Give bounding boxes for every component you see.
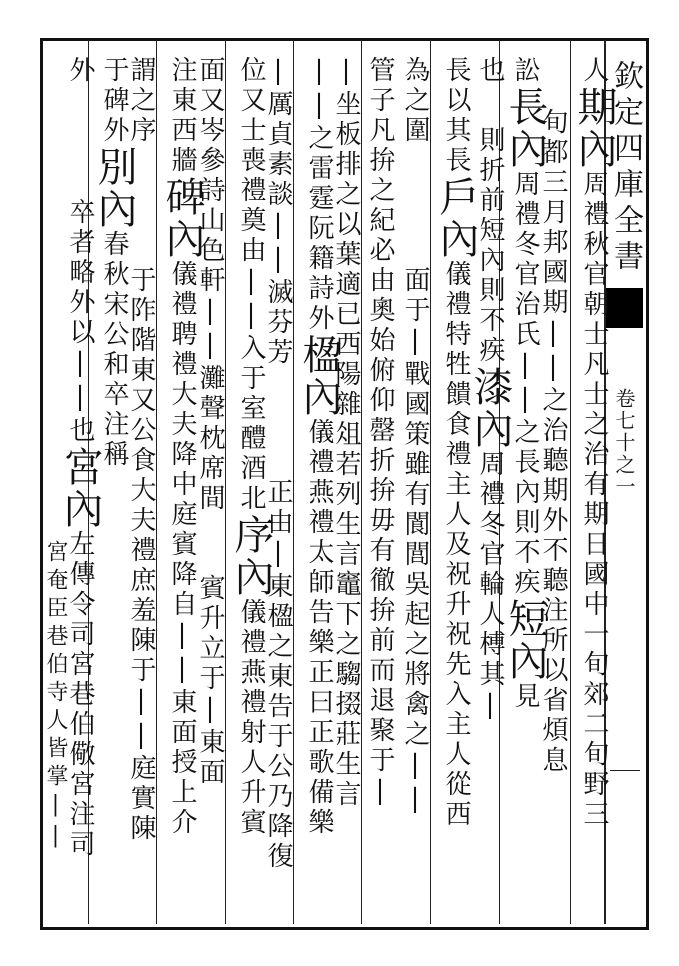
column-rule xyxy=(293,40,294,924)
entry-heading: 序內 xyxy=(228,514,274,598)
entry-heading: 戶內 xyxy=(433,176,479,260)
text-column xyxy=(44,540,66,854)
text-column xyxy=(467,56,513,724)
juan-label: 卷七十之一 xyxy=(612,388,636,498)
text-run: 于阼階東又公食大夫禮庶羞陳于||庭實陳 xyxy=(126,266,156,844)
text-run: 謂之序 xyxy=(126,56,156,146)
entry-heading: 別內 xyxy=(91,146,137,230)
text-run: 賓升立于|東面 xyxy=(195,574,225,788)
text-run: 位又士喪禮奠由||入于室醴酒北 xyxy=(236,56,266,514)
text-run: 宮奄臣巷伯寺人皆掌|| xyxy=(43,540,68,854)
text-column xyxy=(296,56,342,838)
text-run: 于 xyxy=(99,56,129,86)
text-column xyxy=(228,56,274,838)
entry-heading: 短內 xyxy=(502,598,548,682)
text-run: 長以其長 xyxy=(441,56,471,176)
text-run: 管子凡拚之紀必由奧始俯仰罄折拚毋有徹拚前而退聚于| xyxy=(365,56,395,810)
text-run: 儀禮聘禮大夫降中庭賓降自||東面授上介 xyxy=(167,260,197,838)
text-run: 人 xyxy=(579,56,609,86)
book-title: 欽定四庫全書 xyxy=(608,60,643,276)
text-run: 旬都三月邦國期||之治聽期外不聽注所以省煩息 xyxy=(538,108,568,776)
column-rule xyxy=(225,40,226,924)
entry-heading: 宮內 xyxy=(57,446,103,530)
text-run: ||之雷霆阮籍詩外 xyxy=(304,56,334,334)
entry-heading: 碑內 xyxy=(159,176,205,260)
text-run: 正由|東楹之東告于公乃降復 xyxy=(263,478,293,872)
text-run: |坐板排之以葉適已西陽雜俎若列生言竈下之騶掇莊生言 xyxy=(331,56,361,810)
entry-heading: 楹內 xyxy=(296,334,342,418)
entry-heading: 長內 xyxy=(502,86,548,170)
text-run: 周禮冬官治氏||之長內則不疾 xyxy=(510,170,540,598)
text-run: 外 xyxy=(99,116,129,146)
text-run: 左傳令司宮巷伯儆宮注司 xyxy=(65,530,95,860)
text-run: 注東西牆 xyxy=(167,56,197,176)
column-rule xyxy=(570,40,571,924)
text-run: 卒者略外以||也 xyxy=(65,198,95,446)
text-run: 儀禮燕禮射人升賓 xyxy=(236,598,266,838)
text-run: 春秋宋公和卒注稱 xyxy=(99,230,129,470)
entry-heading: 期內 xyxy=(571,86,617,170)
text-column xyxy=(159,56,205,838)
column-rule xyxy=(361,40,362,924)
column-rule xyxy=(156,40,157,924)
text-run: 碑 xyxy=(99,86,129,116)
text-run: 訟 xyxy=(510,56,540,86)
text-run: 面又岑參詩山色軒||灘聲枕席間 xyxy=(195,56,225,514)
text-run: 周禮秋官朝士凡士之治有期日國中一旬郊二旬野三 xyxy=(579,170,609,830)
text-run: 儀禮燕禮太師告樂正曰正歌備樂 xyxy=(304,418,334,838)
text-column xyxy=(91,56,137,470)
text-run: 見 xyxy=(510,682,540,712)
margin-mark xyxy=(610,770,640,771)
text-run: 則折前短內則不疾 xyxy=(475,126,505,366)
text-run: 面于|戰國策雖有閬閭吳起之將禽之|| xyxy=(400,266,430,818)
text-run: 也 xyxy=(475,56,505,86)
text-run: 外 xyxy=(65,56,95,86)
text-column xyxy=(402,56,428,818)
text-run: 為之圍 xyxy=(400,56,430,146)
text-column xyxy=(433,56,479,830)
column-rule xyxy=(430,40,431,924)
text-run: 儀禮特牲饋食禮主人及祝升祝先入主人從西 xyxy=(441,260,471,830)
text-run: |厲貞素談||滅芬芳 xyxy=(263,56,293,368)
text-run: 周禮冬官輪人榑其| xyxy=(475,450,505,724)
text-column xyxy=(367,56,393,810)
entry-heading: 漆內 xyxy=(467,366,513,450)
text-column xyxy=(571,56,617,830)
